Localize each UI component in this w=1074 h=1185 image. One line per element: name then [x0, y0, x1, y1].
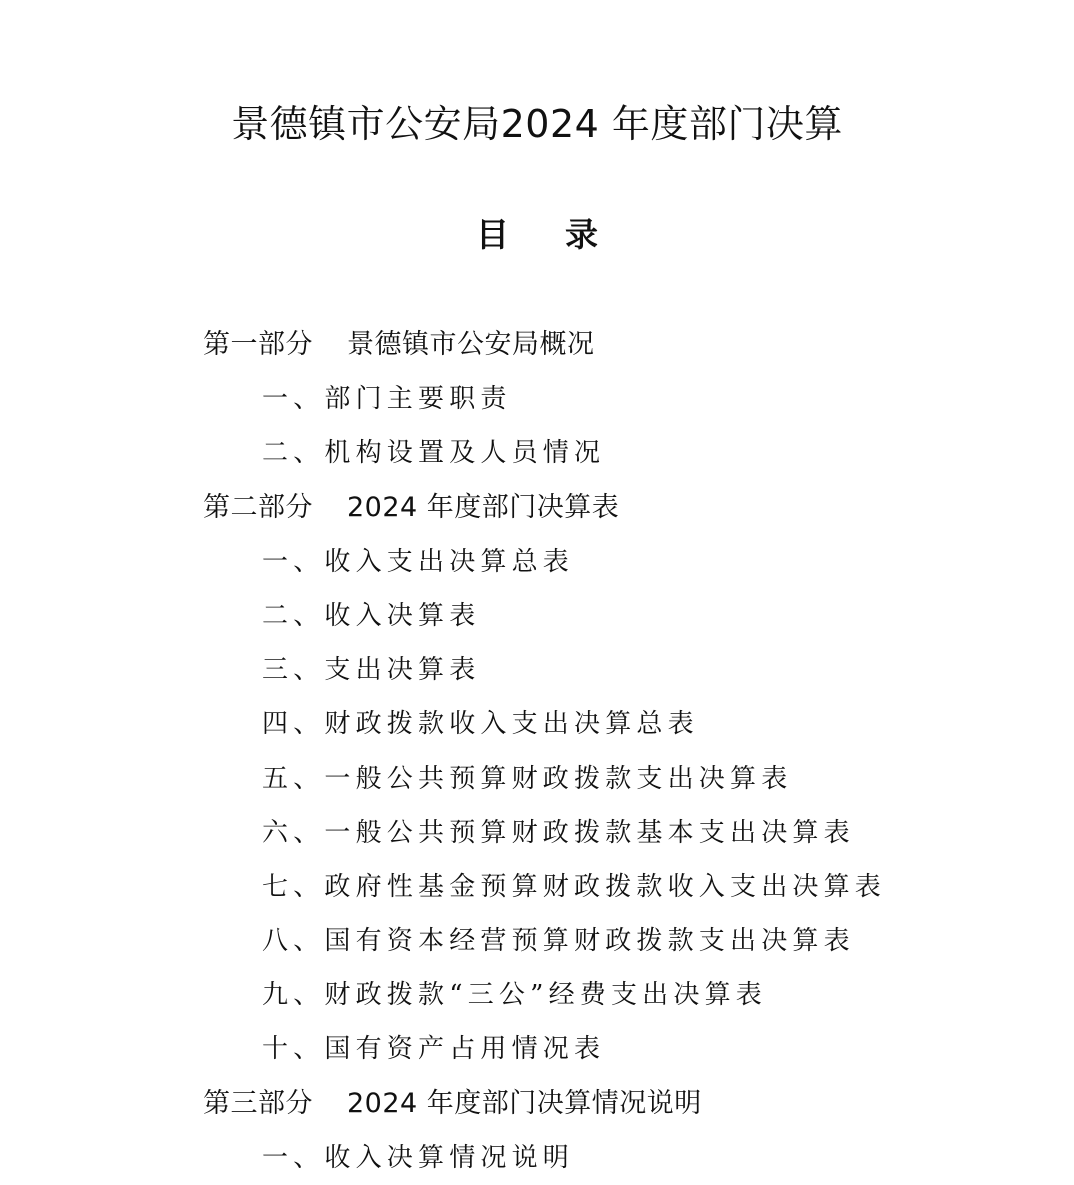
toc-item[interactable]: 七、政府性基金预算财政拨款收入支出决算表 [262, 871, 887, 902]
toc-item[interactable]: 八、国有资本经营预算财政拨款支出决算表 [262, 926, 855, 957]
table-of-contents [0, 318, 1074, 1185]
toc-part-title: 2024 年度部门决算情况说明 [347, 1087, 702, 1119]
toc-item[interactable]: 九、财政拨款“三公”经费支出决算表 [262, 980, 767, 1011]
document-title: 景德镇市公安局2024 年度部门决算 [231, 102, 843, 146]
toc-heading: 目录 [476, 215, 654, 254]
toc-part-1[interactable] [0, 318, 1074, 372]
toc-item[interactable]: 十、国有资产占用情况表 [262, 1034, 606, 1065]
toc-item[interactable]: 一、收入支出决算总表 [262, 546, 575, 577]
toc-part-label: 第一部分 [203, 329, 313, 360]
toc-item[interactable]: 三、支出决算表 [262, 655, 481, 686]
toc-item[interactable]: 五、一般公共预算财政拨款支出决算表 [262, 763, 793, 794]
toc-item[interactable]: 二、收入决算表 [262, 600, 481, 631]
toc-item[interactable]: 一、部门主要职责 [262, 384, 512, 415]
toc-item[interactable]: 六、一般公共预算财政拨款基本支出决算表 [262, 817, 855, 848]
toc-part-3[interactable] [0, 1077, 1074, 1131]
toc-item[interactable]: 二、机构设置及人员情况 [262, 438, 606, 469]
toc-item[interactable]: 四、财政拨款收入支出决算总表 [262, 709, 699, 740]
toc-item[interactable]: 一、收入决算情况说明 [262, 1142, 575, 1173]
toc-part-title: 2024 年度部门决算表 [347, 491, 620, 523]
toc-part-title: 景德镇市公安局概况 [347, 329, 595, 360]
toc-part-label: 第三部分 [203, 1087, 313, 1119]
toc-part-2[interactable] [0, 481, 1074, 535]
toc-part-label: 第二部分 [203, 491, 313, 523]
